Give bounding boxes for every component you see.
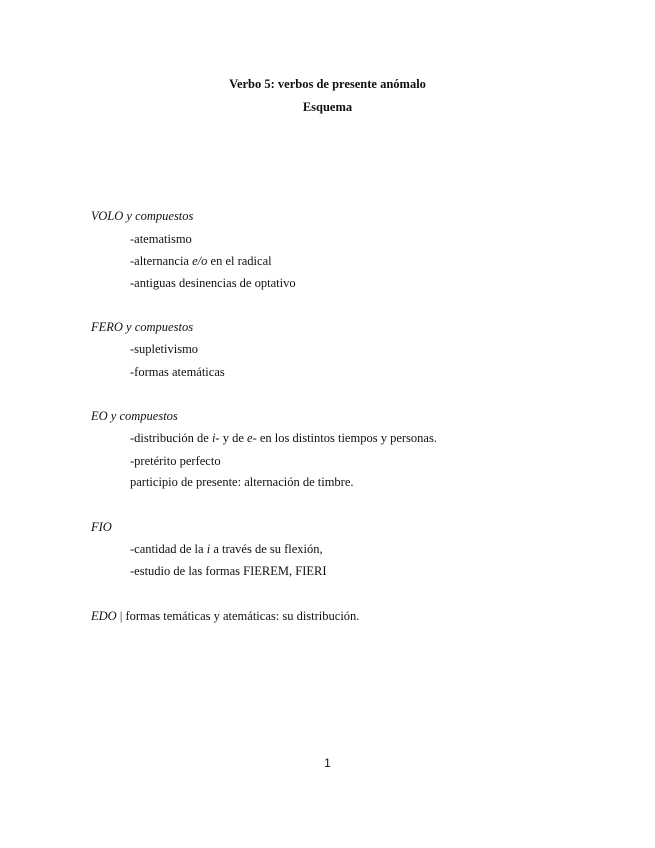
section-heading-edo: EDO xyxy=(91,609,117,623)
volo-item-2-post: en el radical xyxy=(207,254,272,268)
eo-item-1-post: en los distintos tiempos y personas. xyxy=(256,431,437,445)
fio-item-1 xyxy=(130,541,323,557)
section-heading-fero: FERO y compuestos xyxy=(91,320,194,334)
eo-item-2: -pretérito perfecto xyxy=(130,454,221,468)
fio-item-1-em: i xyxy=(206,542,211,556)
eo-item-1 xyxy=(130,430,437,446)
page-number: 1 xyxy=(324,756,331,770)
volo-item-2-em: e/o xyxy=(192,254,208,268)
eo-item-1-mid: y de xyxy=(219,431,248,445)
fero-item-2: -formas atemáticas xyxy=(130,365,225,379)
eo-item-1-em1: i- xyxy=(211,431,220,445)
fio-item-1-post: a través de su flexión, xyxy=(210,542,323,556)
fio-item-2: -estudio de las formas FIEREM, FIERI xyxy=(130,564,327,578)
volo-item-1: -atematismo xyxy=(130,232,192,246)
fero-item-1: -supletivismo xyxy=(130,342,199,356)
volo-item-2-pre: -alternancia xyxy=(130,254,193,268)
fio-item-1-pre: -cantidad de la xyxy=(130,542,207,556)
volo-item-2 xyxy=(130,253,272,269)
volo-item-3: -antiguas desinencias de optativo xyxy=(130,276,296,290)
section-heading-volo: VOLO y compuestos xyxy=(91,209,194,223)
edo-description: | formas temáticas y atemáticas: su distribución. xyxy=(116,609,360,623)
page-title: Verbo 5: verbos de presente anómalo xyxy=(229,77,426,91)
section-edo xyxy=(91,608,359,624)
eo-item-1-pre: -distribución de xyxy=(130,431,212,445)
section-heading-fio: FIO xyxy=(91,520,112,534)
section-heading-eo: EO y compuestos xyxy=(91,409,178,423)
eo-item-3: participio de presente: alternación de timbre. xyxy=(130,475,354,489)
page-subtitle: Esquema xyxy=(302,100,353,114)
eo-item-1-em2: e- xyxy=(247,431,257,445)
